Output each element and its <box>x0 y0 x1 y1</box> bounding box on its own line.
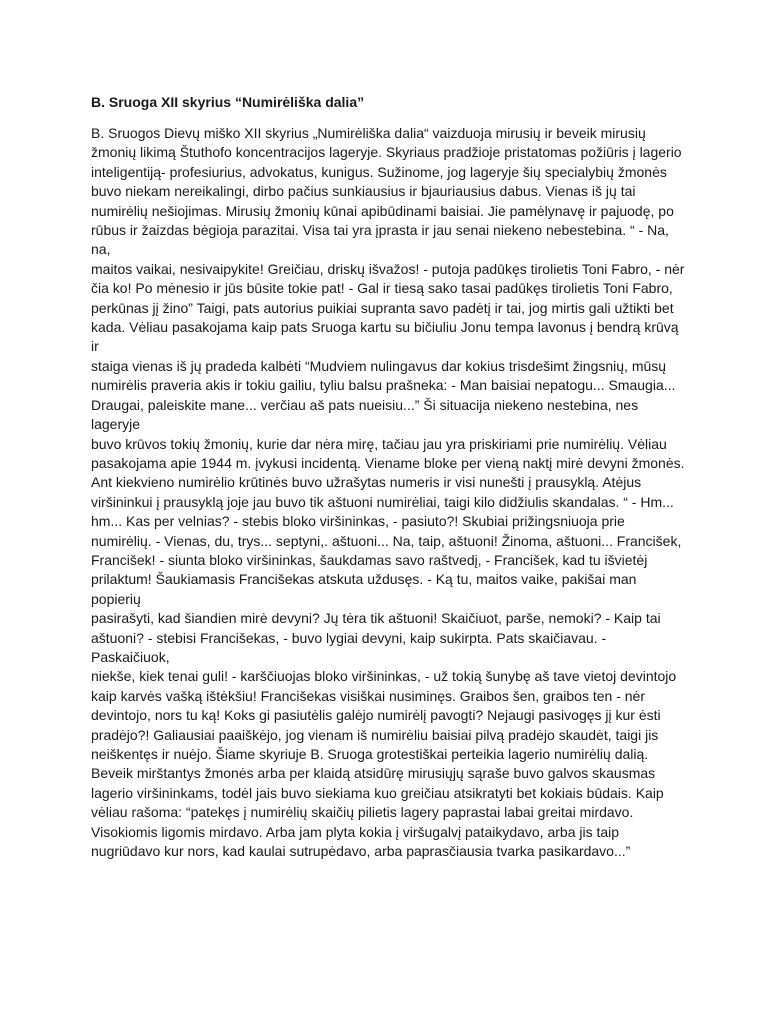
document-body: B. Sruogos Dievų miško XII skyrius „Numirėliška dalia“ vaizduoja mirusių ir beveik mirusių žmonių likimą Štuthofo koncentracijos lageryje. Skyriaus pradžioje pristatomas požiūris į lagerio inteligentiją- profesiurius, advokatus, kunigus. Sužinome, jog lageryje šių specialybių žmonės buvo niekam nereikalingi, dirbo pačius sunkiausius ir bjauriausius dabus. Vienas iš jų tai numirėlių nešiojimas. Mirusių žmonių kūnai apibūdinami baisiai. Jie pamėlynavę ir pajuodę, po rūbus ir žaizdas bėgioja parazitai. Visa tai yra įprasta ir jau senai niekeno nebestebina. “ - Na, na, maitos vaikai, nesivaipykite! Greičiau, driskų išvažos! - putoja padūkęs tirolietis Toni Fabro, - nėr čia ko! Po mėnesio ir jūs būsite tokie pat! - Gal ir tiesą sako tasai padūkęs tirolietis Toni Fabro, perkūnas jį žino” Taigi, pats autorius puikiai supranta savo padėtį ir tai, jog mirtis gali užtikti bet kada. Vėliau pasakojama kaip pats Sruoga kartu su bičiuliu Jonu tempa lavonus į bendrą krūvą ir staiga vienas iš jų pradeda kalbėti “Mudviem nulingavus dar kokius trisdešimt žingsnių, mūsų numirėlis praveria akis ir tokiu gailiu, tyliu balsu prašneka: - Man baisiai nepatogu... Smaugia... Draugai, paleiskite mane... verčiau aš pats nueisiu...” Ši situacija niekeno nestebina, nes lageryje buvo krūvos tokių žmonių, kurie dar nėra mirę, tačiau jau yra priskiriami prie numirėlių. Vėliau pasakojama apie 1944 m. įvykusi incidentą. Viename bloke per vieną naktį mirė devyni žmonės. Ant kiekvieno numirėlio krūtinės buvo užrašytas numeris ir visi nunešti į prausyklą. Atėjus viršininkui į prausyklą joje jau buvo tik aštuoni numirėliai, taigi kilo didžiulis skandalas. “ - Hm... hm... Kas per velnias? - stebis bloko viršininkas, - pasiuto?! Skubiai prižingsniuoja prie numirėlių. - Vienas, du, trys... septyni,. aštuoni... Na, taip, aštuoni! Žinoma, aštuoni... Francišek, Francišek! - siunta bloko viršininkas, šaukdamas savo raštvedį, - Francišek, kad tu išvietėj prilaktum! Šaukiamasis Francišekas atskuta uždusęs. - Ką tu, maitos vaike, pakišai man popierių pasirašyti, kad šiandien mirė devyni? Jų tėra tik aštuoni! Skaičiuot, parše, nemoki? - Kaip tai aštuoni? - stebisi Francišekas, - buvo lygiai devyni, kaip sukirpta. Pats skaičiavau. - Paskaičiuok, niekše, kiek tenai guli! - karščiuojas bloko viršininkas, - už tokią šunybę aš tave vietoj devintojo kaip karvės vašką ištėkšiu! Francišekas visiškai nusiminęs. Graibos šen, graibos ten - nėr devintojo, nors tu ką! Koks gi pasiutėlis galėjo numirėlį pavogti? Nejaugi pasivogęs jį kur ėsti pradėjo?! Galiausiai paaiškėjo, jog vienam iš numirėliu baisiai pilvą pradėjo skaudėt, taigi jis neiškentęs ir nuėjo. Šiame skyriuje B. Sruoga grotestiškai perteikia lagerio numirėlių dalią. Beveik mirštantys žmonės arba per klaidą atsidūrę mirusiųjų sąraše buvo galvos skausmas lagerio viršininkams, todėl jais buvo siekiama kuo greičiau atsikratyti bet kokiais būdais. Kaip vėliau rašoma: “patekęs į numirėlių skaičių pilietis lagery paprastai labai greitai mirdavo. Visokiomis ligomis mirdavo. Arba jam plyta kokia į viršugalvį pataikydavo, arba jis taip nugriūdavo kur nors, kad kaulai sutrupėdavo, arba paprasčiausia tvarka pasikardavo...” <box>91 125 685 860</box>
document-title: B. Sruoga XII skyrius “Numirėliška dalia” <box>91 94 365 110</box>
